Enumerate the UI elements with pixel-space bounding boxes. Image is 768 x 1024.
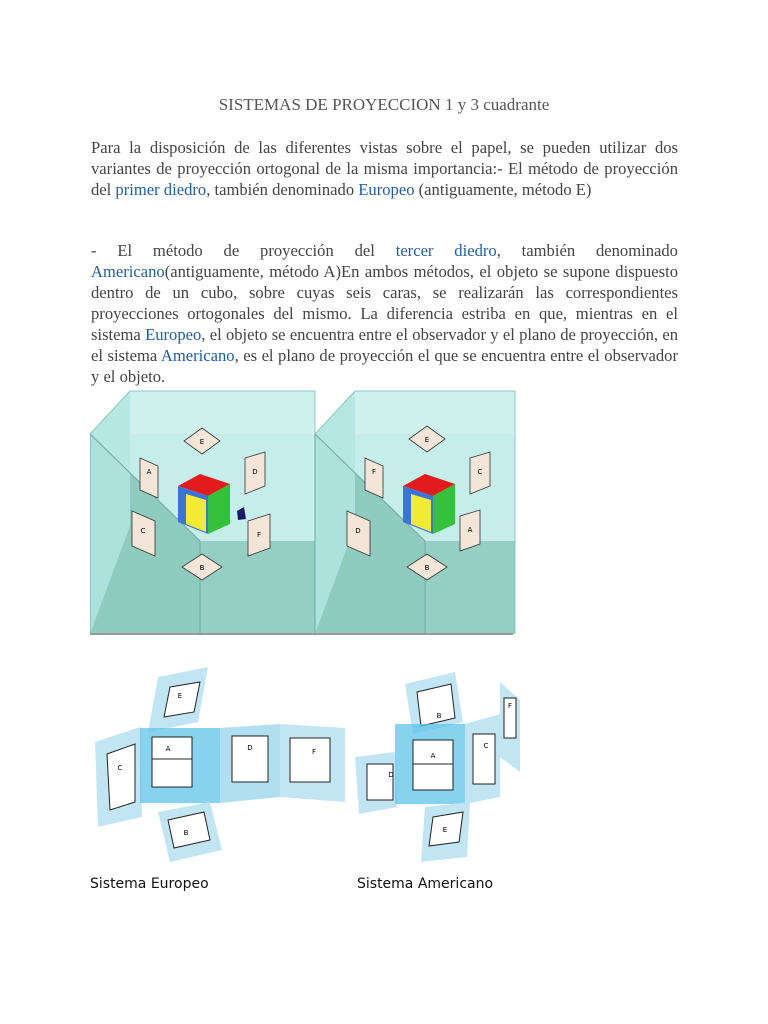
paragraph-text: , también denominado	[206, 180, 359, 199]
view-label-e: E	[177, 692, 183, 700]
view-label-c: C	[483, 742, 489, 750]
view-label-f: F	[256, 531, 262, 539]
view-label-a: A	[467, 526, 473, 534]
view-label-e: E	[442, 826, 448, 834]
link-europeo[interactable]: Europeo	[358, 180, 415, 199]
view-label-f: F	[507, 702, 513, 710]
paragraph-intro	[91, 137, 678, 200]
projection-cubes-figure	[90, 386, 520, 636]
europeo-unfolded	[95, 667, 345, 862]
link-primer-diedro[interactable]: primer diedro	[115, 180, 207, 199]
view-label-b: B	[199, 564, 205, 572]
view-label-a: A	[430, 752, 436, 760]
view-label-d: D	[388, 771, 394, 779]
paragraph-text: (antiguamente, método E)	[414, 180, 592, 199]
paragraph-third-dihedral	[91, 240, 678, 387]
view-label-a: A	[146, 468, 152, 476]
view-label-f: F	[311, 748, 317, 756]
view-label-a: A	[165, 745, 171, 753]
paragraph-text: (antiguamente, método A)En ambos métodos, el objeto se supone dispuesto dentro de un cubo, sobre cuyas seis caras, se realizarán las correspondientes proyecciones ortogonales del mismo. La diferencia estriba en que, mientras en el sistema	[91, 262, 678, 344]
link-americano-2[interactable]: Americano	[160, 346, 235, 365]
view-label-b: B	[183, 829, 189, 837]
paragraph-text: , el objeto se encuentra entre el observador y el plano de proyección, en el sistema	[91, 325, 679, 365]
view-label-f: F	[371, 468, 377, 476]
paragraph-text: - El método de proyección del	[91, 241, 396, 260]
cube-europeo-diagram	[90, 391, 315, 634]
view-label-e: E	[424, 436, 430, 444]
cube-americano-diagram	[315, 391, 520, 634]
view-label-b: B	[436, 712, 442, 720]
paragraph-text: , también denominado	[496, 241, 678, 260]
view-label-c: C	[117, 764, 123, 772]
view-label-e: E	[199, 438, 205, 446]
link-americano[interactable]: Americano	[91, 262, 165, 281]
view-label-c: C	[477, 468, 483, 476]
americano-unfolded	[355, 672, 520, 862]
link-tercer-diedro[interactable]: tercer diedro	[395, 241, 497, 260]
view-label-c: C	[140, 527, 146, 535]
view-label-b: B	[424, 564, 430, 572]
unfolded-views-figure	[90, 662, 530, 872]
paragraph-text: Para la disposición de las diferentes vistas sobre el papel, se pueden utilizar dos variantes de proyección ortogonal de la misma importancia:- El método de proyección del	[91, 138, 678, 199]
view-label-d: D	[355, 527, 361, 535]
caption-sistema-americano: Sistema Americano	[357, 876, 494, 892]
view-label-d: D	[252, 468, 258, 476]
paragraph-text: , es el plano de proyección el que se encuentra entre el observador y el objeto.	[91, 346, 678, 386]
caption-sistema-europeo: Sistema Europeo	[90, 876, 209, 892]
view-label-d: D	[247, 744, 253, 752]
link-europeo-2[interactable]: Europeo	[145, 325, 202, 344]
document-title: SISTEMAS DE PROYECCION 1 y 3 cuadrante	[218, 95, 550, 114]
